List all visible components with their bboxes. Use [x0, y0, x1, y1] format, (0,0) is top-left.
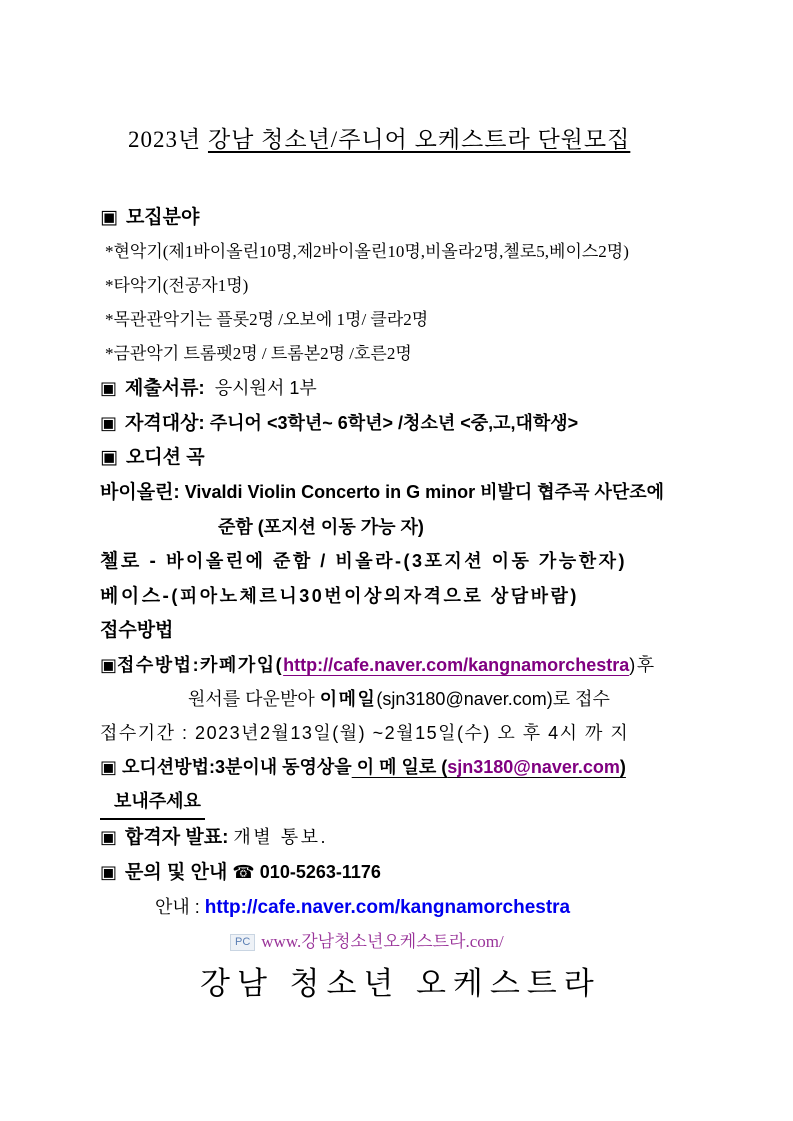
info-line [100, 890, 703, 925]
recruit-line-brass: *금관악기 트롬펫2명 / 트롬본2명 /호른2명 [105, 344, 412, 363]
bass-text: (피아노체르니30번이상의자격으로 상담바람) [171, 586, 579, 606]
square-bullet-icon: ▣ [100, 827, 118, 847]
documents-line [100, 371, 703, 406]
results-label: 합격자 발표: [125, 827, 229, 848]
recruit-line-percussion: *타악기(전공자1명) [105, 276, 249, 295]
violin-text: Vivaldi Violin Concerto in G minor 비발디 협주곡 사단조에 [179, 482, 665, 502]
audition-cello-line [100, 544, 703, 579]
send-text: 보내주세요 [100, 784, 205, 820]
download-pre: 원서를 다운받아 [188, 689, 320, 709]
violin-label: 바이올린: [100, 482, 180, 503]
recruit-line-strings: *현악기(제1바이올린10명,제2바이올린10명,비올라2명,첼로5,베이스2명) [105, 242, 629, 261]
square-bullet-icon: ▣ [100, 757, 118, 777]
cello-text: 바이올린에 준함 / 비올라-(3포지션 이동 가능한자) [166, 551, 627, 571]
square-bullet-icon: ▣ [100, 207, 118, 228]
page-title [128, 123, 703, 157]
audition-email-link[interactable]: sjn3180@naver.com [447, 757, 620, 777]
cello-label: 첼로 - [100, 551, 167, 572]
pc-badge: PC [230, 934, 255, 951]
email-pre-text: 이 메 일로 ( [351, 757, 448, 777]
eligibility-value: 주니어 <3학년~ 6학년> /청소년 <중,고,대학생> [209, 413, 579, 433]
apply-period-line: 접수기간 : 2023년2월13일(월) ~2월15일(수) 오 후 4시 까 지 [100, 723, 630, 743]
eligibility-line [100, 406, 703, 441]
audition-method-line2 [100, 784, 703, 820]
email-post-text: ) [619, 757, 626, 777]
audition-method-label: 오디션방법:3분이내 동영상을 [117, 757, 352, 777]
square-bullet-icon: ▣ [100, 447, 118, 468]
square-bullet-icon: ▣ [100, 655, 118, 675]
audition-violin-cont: 준함 (포지션 이동 가능 자) [218, 517, 424, 537]
square-bullet-icon: ▣ [100, 862, 118, 882]
audition-method-line [100, 750, 703, 784]
apply-download-line [100, 682, 703, 716]
recruit-line-woodwind: *목관관악기는 플롯2명 /오보에 1명/ 클라2명 [105, 310, 429, 329]
documents-label: 제출서류: [125, 378, 205, 399]
results-value: 개별 통보. [233, 827, 328, 847]
title-year: 2023년 [128, 127, 208, 152]
site-line [100, 925, 703, 959]
contact-label: 문의 및 안내 [125, 862, 228, 883]
section-audition-header [100, 441, 703, 475]
square-bullet-icon: ▣ [100, 378, 118, 398]
apply-method-label: 접수방법:카페가입( [117, 655, 284, 675]
eligibility-label: 자격대상: [125, 413, 205, 434]
phone-icon: ☎ [232, 862, 255, 882]
results-line [100, 820, 703, 855]
apply-method-line [100, 648, 703, 682]
section-apply-header: 접수방법 [100, 620, 174, 641]
square-bullet-icon: ▣ [100, 413, 118, 433]
contact-phone: 010-5263-1176 [259, 862, 381, 882]
footer-orchestra-title: 강남 청소년 오케스트라 [200, 966, 601, 1001]
download-email-label: 이메일 [319, 689, 377, 709]
apply-method-after: )후 [629, 655, 656, 675]
info-label: 안내 : [155, 897, 205, 917]
recruit-header-label: 모집분야 [125, 207, 200, 228]
title-main: 강남 청소년/주니어 오케스트라 단원모집 [207, 127, 631, 152]
audition-bass-line [100, 579, 703, 614]
section-recruit-header [100, 201, 703, 235]
audition-method-underlined [352, 757, 626, 777]
bass-label: 베이스- [100, 586, 172, 607]
contact-line [100, 855, 703, 890]
audition-header-label: 오디션 곡 [125, 447, 205, 468]
site-url-link[interactable]: www.강남청소년오케스트라.com/ [261, 932, 504, 951]
audition-violin-line [100, 475, 703, 510]
info-cafe-link[interactable]: http://cafe.naver.com/kangnamorchestra [204, 897, 571, 918]
download-post: (sjn3180@naver.com)로 접수 [376, 689, 610, 709]
documents-value: 응시원서 1부 [214, 378, 317, 398]
cafe-link[interactable]: http://cafe.naver.com/kangnamorchestra [283, 655, 630, 675]
